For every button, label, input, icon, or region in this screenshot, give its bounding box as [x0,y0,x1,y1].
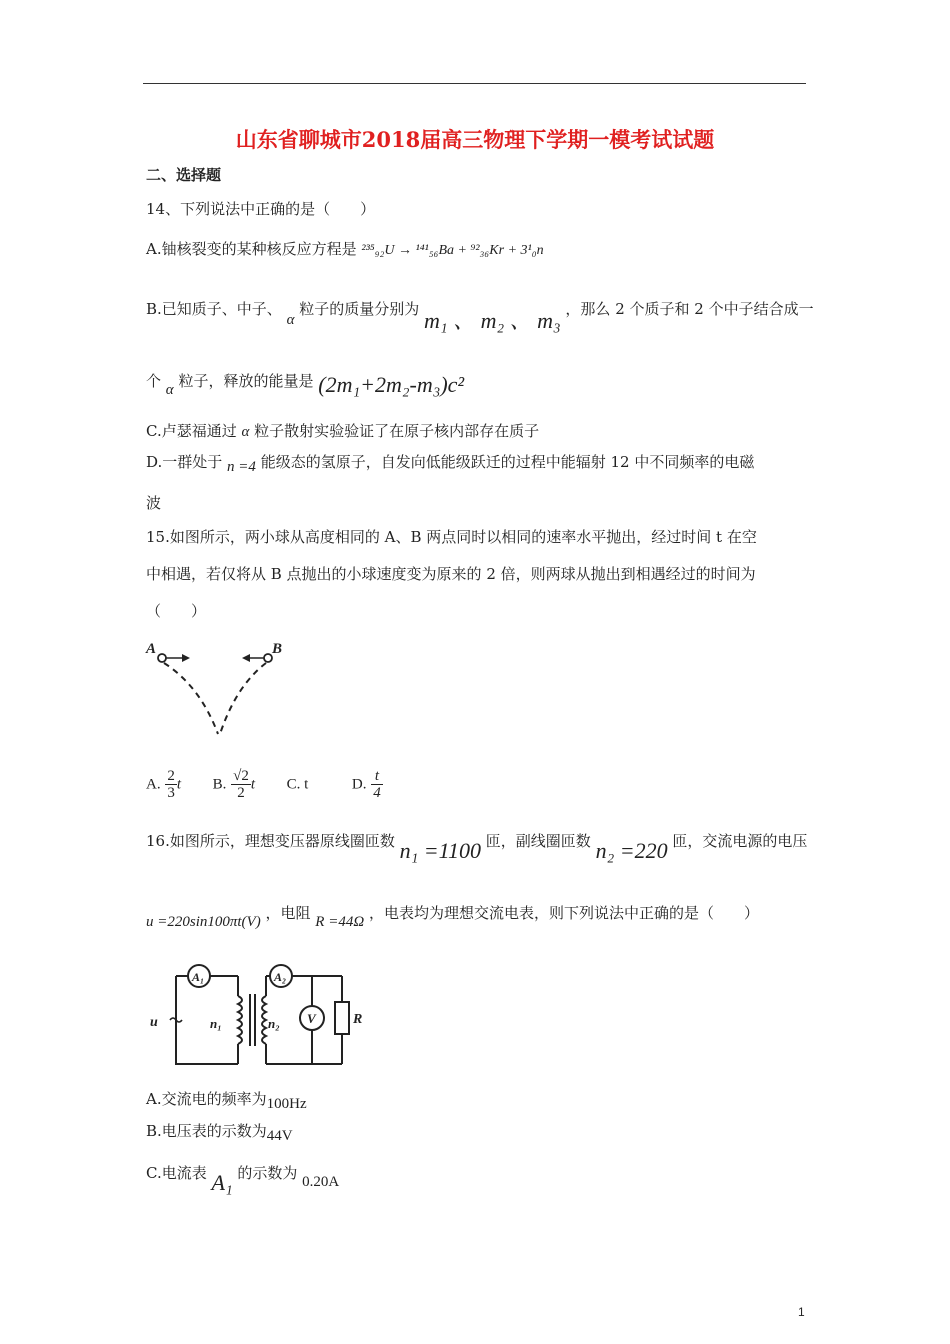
primary-coil [238,996,242,1044]
ball-a [158,654,166,662]
page-number: 1 [798,1305,805,1319]
q16-opt-b-value: 44V [266,1128,293,1144]
trajectory-a [164,663,218,734]
q16-n2: n₂ =220 [595,838,668,863]
section-heading: 二、选择题 [146,166,222,184]
fig-label-b: B [272,641,283,657]
q15-opt-a-t: t [176,776,182,793]
ball-b [264,654,272,662]
q16-u: u =220sin100πt(V) [146,914,261,930]
fig-v-label: V [307,1011,316,1026]
fig-a2-label: A₂ [274,970,287,984]
q15-opt-b-t: t [250,776,256,793]
q16-line1 [146,826,808,863]
q15-options [146,768,383,801]
q14-b-energy: (2m₁+2m₂-m₃)c² [318,372,465,397]
q14-d-n: n =4 [227,459,256,475]
alpha-symbol: α [241,424,250,440]
arrowhead-b [242,654,250,662]
transformer-circuit-figure [146,962,366,1072]
q16-opt-c-meter: A₁ [211,1170,233,1195]
q16-opt-a-text: A.交流电的频率为 [146,1090,267,1108]
q16-opt-a-value: 100Hz [266,1096,307,1112]
q14-option-c [146,420,539,441]
q15-opt-b-fraction: $\frac{√2}{2}$ [233,768,249,801]
q16-n1: n₁ =1100 [399,838,482,863]
q14-option-b-line2 [146,366,465,398]
q15-line1: 15.如图所示，两小球从高度相同的 A、B 两点同时以相同的速率水平抛出，经过时间 t 在空 [146,528,757,546]
header-rule [143,83,806,84]
alpha-symbol: α [165,382,174,398]
q16-opt-c-text: C.电流表 [146,1164,207,1182]
q16-r: R =44Ω [315,914,365,930]
q14-b-text3: ，那么 2 个质子和 2 个中子结合成一 [565,300,814,318]
q16-option-b [146,1120,293,1144]
q15-opt-a-fraction: $\frac{2}{3}$ [167,768,175,801]
trajectory-b [220,663,266,734]
resistor [335,1002,349,1034]
q15-opt-a-label: A. [146,776,161,793]
q16-opt-c-mid: 的示数为 [237,1164,298,1182]
q14-option-a [146,238,544,259]
fig-u-label: u [150,1015,158,1030]
q16-opt-c-value: 0.20A [302,1174,340,1190]
projectile-figure [140,636,300,746]
q15-opt-c: C. t [286,776,309,793]
secondary-coil [262,996,266,1044]
q14-stem: 14、下列说法中正确的是（ ） [146,200,376,218]
fig-n2-label: n₂ [268,1016,280,1031]
q14-b-masses: m₁ 、 m₂ 、 m₃ [424,308,561,333]
q14-d-text2: 能级态的氢原子，自发向低能级跃迁的过程中能辐射 12 中不同频率的电磁 [260,453,755,471]
fig-label-a: A [146,641,157,657]
q15-opt-d-fraction: $\frac{t}{4}$ [373,768,381,801]
q16-text3: 匝，交流电源的电压 [672,832,808,850]
q14-d-text1: D.一群处于 [146,453,223,471]
q14-b-text1: B.已知质子、中子、 [146,300,282,318]
primary-wire [176,976,238,1064]
q15-opt-b-label: B. [212,776,227,793]
q14-option-d [146,451,755,475]
q15-line2: 中相遇，若仅将从 B 点抛出的小球速度变为原来的 2 倍，则两球从抛出到相遇经过的时间为 [146,565,756,583]
q16-text1: 16.如图所示，理想变压器原线圈匝数 [146,832,395,850]
q14-b-text4: 个 [146,372,162,390]
q15-line3: （ ） [146,602,207,620]
q14-a-formula: ²³⁵₉₂U → ¹⁴¹₅₆Ba + ⁹²₃₆Kr + 3¹₀n [361,243,544,258]
q14-option-b-line1 [146,290,814,333]
q16-line2 [146,902,759,930]
q14-c-text1: C.卢瑟福通过 [146,422,237,440]
q15-opt-d-label: D. [351,776,367,793]
q14-b-text2: 粒子的质量分别为 [299,300,420,318]
alpha-symbol: α [286,312,295,328]
q16-option-c [146,1158,340,1195]
q16-text2: 匝，副线圈匝数 [485,832,591,850]
page-title: 山东省聊城市2018届高三物理下学期一模考试试题 [235,127,715,152]
fig-r-label: R [353,1012,363,1027]
q14-c-text2: 粒子散射实验验证了在原子核内部存在质子 [254,422,540,440]
q14-a-text: A.铀核裂变的某种核反应方程是 [146,240,357,258]
q16-text5: ，电表均为理想交流电表，则下列说法中正确的是（ ） [368,904,759,922]
fig-a1-label: A₁ [192,970,205,984]
q14-d-text3: 波 [146,494,162,512]
q16-option-a [146,1088,307,1112]
fig-n1-label: n₁ [210,1016,222,1031]
q16-opt-b-text: B.电压表的示数为 [146,1122,267,1140]
q14-b-text5: 粒子，释放的能量是 [178,372,314,390]
arrowhead-a [182,654,190,662]
q16-text4: ，电阻 [265,904,311,922]
